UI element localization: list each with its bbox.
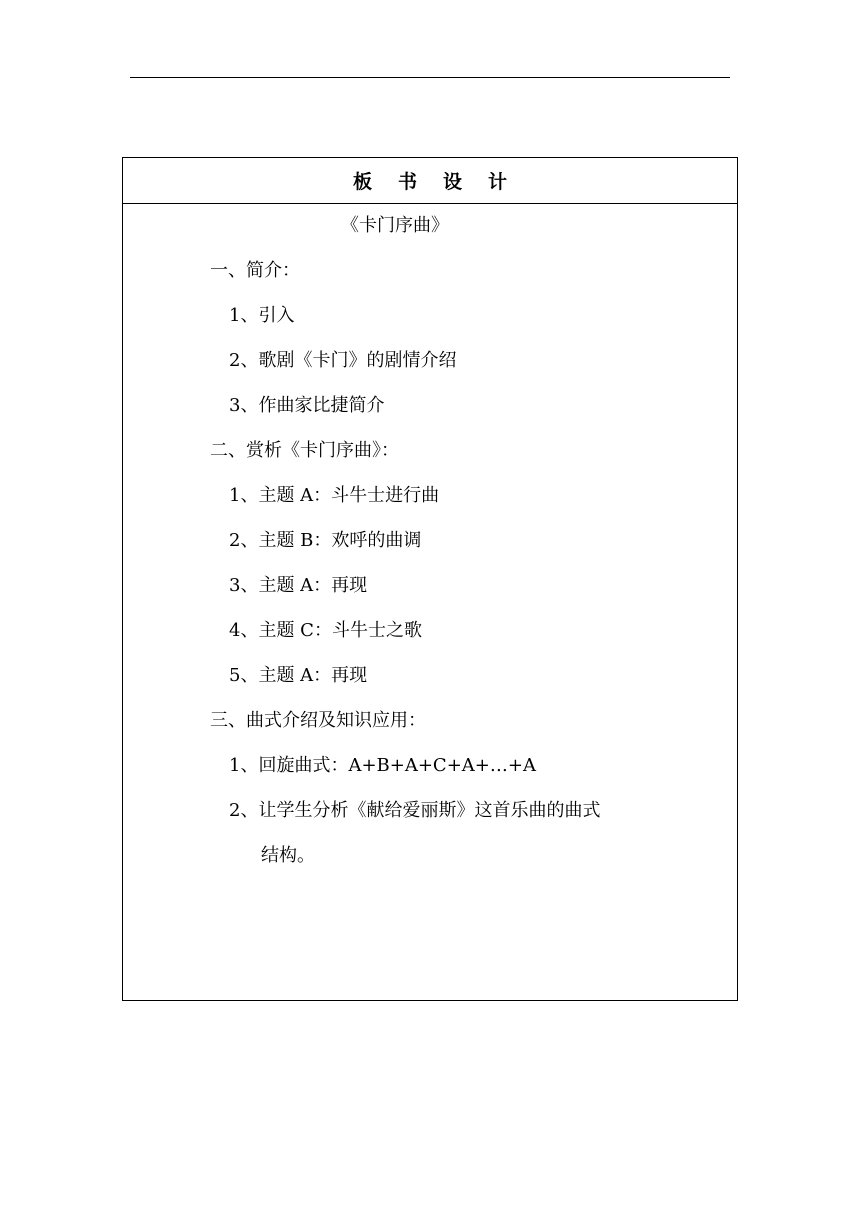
section-heading: 二、赏析《卡门序曲》：	[210, 440, 399, 461]
board-design-table	[122, 157, 738, 1001]
section-item: 1、引入	[229, 305, 295, 326]
section-item: 1、回旋曲式：A+B+A+C+A+…+A	[229, 755, 536, 776]
lesson-title: 《卡门序曲》	[341, 215, 449, 236]
table-header	[123, 158, 737, 204]
section-item: 5、主题 A：再现	[229, 665, 368, 686]
section-item: 2、主题 B：欢呼的曲调	[229, 530, 422, 551]
section-heading: 三、曲式介绍及知识应用：	[210, 710, 426, 731]
board-content	[123, 204, 737, 999]
table-header-title: 板书设计	[352, 171, 533, 193]
section-item: 3、主题 A：再现	[229, 575, 368, 596]
page-header-rule	[130, 77, 730, 78]
section-item-continuation: 结构。	[261, 845, 315, 866]
section-item: 2、让学生分析《献给爱丽斯》这首乐曲的曲式	[229, 800, 601, 821]
section-item: 4、主题 C：斗牛士之歌	[229, 620, 422, 641]
section-item: 1、主题 A：斗牛士进行曲	[229, 485, 440, 506]
section-heading: 一、简介：	[210, 260, 300, 281]
section-item: 3、作曲家比捷简介	[229, 395, 385, 416]
section-item: 2、歌剧《卡门》的剧情介绍	[229, 350, 457, 371]
